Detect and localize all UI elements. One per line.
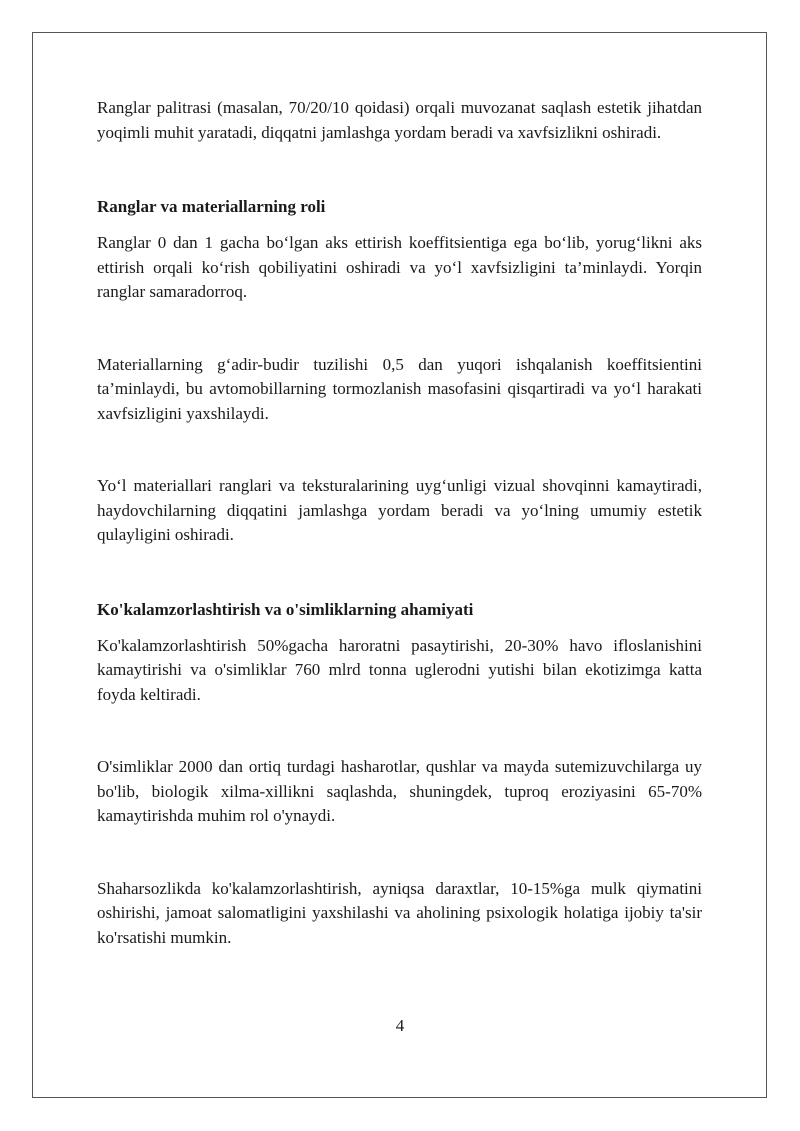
paragraph-reflection-coefficient: Ranglar 0 dan 1 gacha bo‘lgan aks ettirish koeffitsientiga ega bo‘lib, yorug‘likni aks ettirish orqali ko‘rish qobiliyatini oshiradi va yo‘l xavfsizligini ta’minlaydi. Yorqin ranglar samaradorroq. (97, 233, 702, 301)
paragraph-color-palette: Ranglar palitrasi (masalan, 70/20/10 qoidasi) orqali muvozanat saqlash estetik jihatdan yoqimli muhit yaratadi, diqqatni jamlashga yordam beradi va xavfsizlikni oshiradi. (97, 98, 702, 142)
page-number: 4 (395, 1016, 405, 1035)
paragraph-greening-benefits: Ko'kalamzorlashtirish 50%gacha haroratni pasaytirishi, 20-30% havo ifloslanishini kamaytirishi va o'simliklar 760 mlrd tonna uglerodni yutishi bilan ekotizimga katta foyda keltiradi. (97, 635, 702, 704)
paragraph-friction-coefficient: Materiallarning g‘adir-budir tuzilishi 0,5 dan yuqori ishqalanish koeffitsientini ta’minlaydi, bu avtomobillarning tormozlanish masofasini qisqartiradi va yo‘l harakati xavfsizligini yaxshilaydi. (97, 354, 702, 423)
paragraph-visual-noise: Yo‘l materiallari ranglari va teksturalarining uyg‘unligi vizual shovqinni kamaytiradi, haydovchilarning diqqatini jamlashga yordam beradi va yo‘lning umumiy estetik qulayligini oshiradi. (97, 476, 702, 544)
heading-greening-plants: Ko'kalamzorlashtirish va o'simliklarning ahamiyati (97, 599, 474, 619)
paragraph-urban-planning: Shaharsozlikda ko'kalamzorlashtirish, ayniqsa daraxtlar, 10-15%ga mulk qiymatini oshirishi, jamoat salomatligini yaxshilashi va aholining psixologik holatiga ijobiy ta'sir ko'rsatishi mumkin. (97, 878, 702, 947)
paragraph-biodiversity: O'simliklar 2000 dan ortiq turdagi hasharotlar, qushlar va mayda sutemizuvchilarga uy bo'lib, biologik xilma-xillikni saqlashda, shuningdek, tuproq eroziyasini 65-70% kamaytirishda muhim rol o'ynaydi. (97, 757, 702, 825)
page-content (97, 96, 702, 950)
heading-colors-materials: Ranglar va materiallarning roli (97, 197, 326, 216)
